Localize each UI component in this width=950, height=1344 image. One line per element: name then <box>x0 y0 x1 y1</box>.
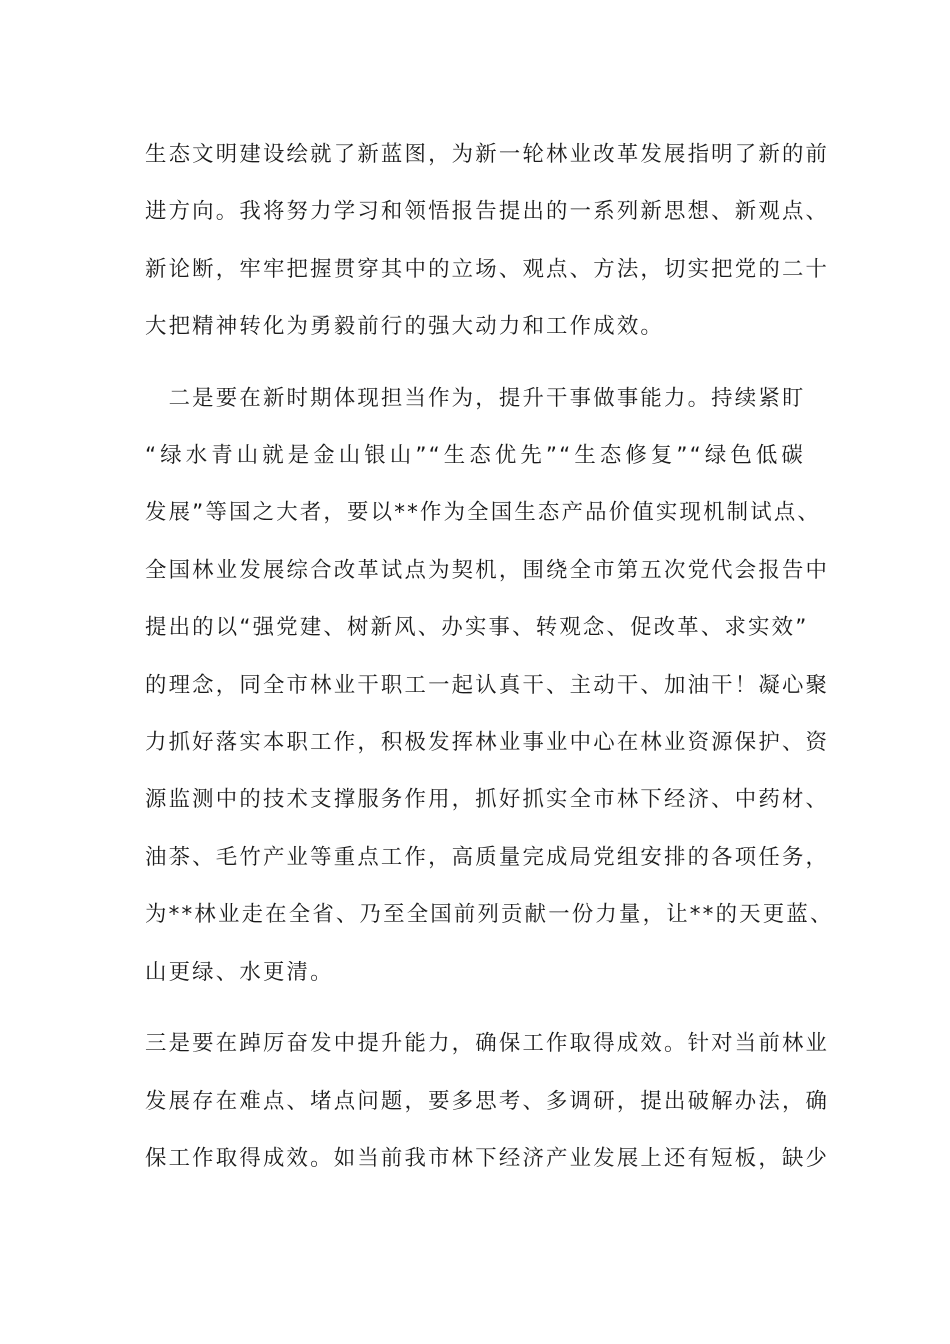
text-line: “绿水青山就是金山银山”“生态优先”“生态修复”“绿色低碳 <box>145 443 805 469</box>
text-line: 保工作取得成效。如当前我市林下经济产业发展上还有短板，缺少 <box>145 1145 830 1171</box>
text-line: 为**林业走在全省、乃至全国前列贡献一份力量，让**的天更蓝、 <box>145 902 834 928</box>
text-line: 新论断，牢牢把握贯穿其中的立场、观点、方法，切实把党的二十 <box>145 256 830 282</box>
text-line: 生态文明建设绘就了新蓝图，为新一轮林业改革发展指明了新的前 <box>145 142 830 167</box>
paragraph-gap <box>145 1001 805 1015</box>
text-line: 山更绿、水更清。 <box>145 959 334 985</box>
text-line: 大把精神转化为勇毅前行的强大动力和工作成效。 <box>145 314 664 340</box>
text-line: 三是要在踔厉奋发中提升能力，确保工作取得成效。针对当前林业 <box>145 1031 830 1057</box>
paragraph-2 <box>145 370 834 1001</box>
text-line: 力抓好落实本职工作，积极发挥林业事业中心在林业资源保护、资 <box>145 730 830 756</box>
text-line: 提出的以“强党建、树新风、办实事、转观念、促改革、求实效” <box>145 615 809 641</box>
text-line: 源监测中的技术支撑服务作用，抓好抓实全市林下经济、中药材、 <box>145 787 830 813</box>
text-line: 进方向。我将努力学习和领悟报告提出的一系列新思想、新观点、 <box>145 199 830 225</box>
paragraph-1 <box>145 126 830 356</box>
paragraph-gap <box>145 356 805 370</box>
document-body <box>145 126 834 1187</box>
text-line: 的理念，同全市林业干职工一起认真干、主动干、加油干！凝心聚 <box>145 672 830 698</box>
text-line: 全国林业发展综合改革试点为契机，围绕全市第五次党代会报告中 <box>145 557 830 583</box>
text-line: 油茶、毛竹产业等重点工作，高质量完成局党组安排的各项任务， <box>145 844 830 870</box>
paragraph-3 <box>145 1015 830 1187</box>
text-line: 发展”等国之大者，要以**作为全国生态产品价值实现机制试点、 <box>145 500 822 526</box>
text-line: 二是要在新时期体现担当作为，提升干事做事能力。持续紧盯 <box>145 385 806 411</box>
text-line: 发展存在难点、堵点问题，要多思考、多调研，提出破解办法，确 <box>145 1088 830 1114</box>
